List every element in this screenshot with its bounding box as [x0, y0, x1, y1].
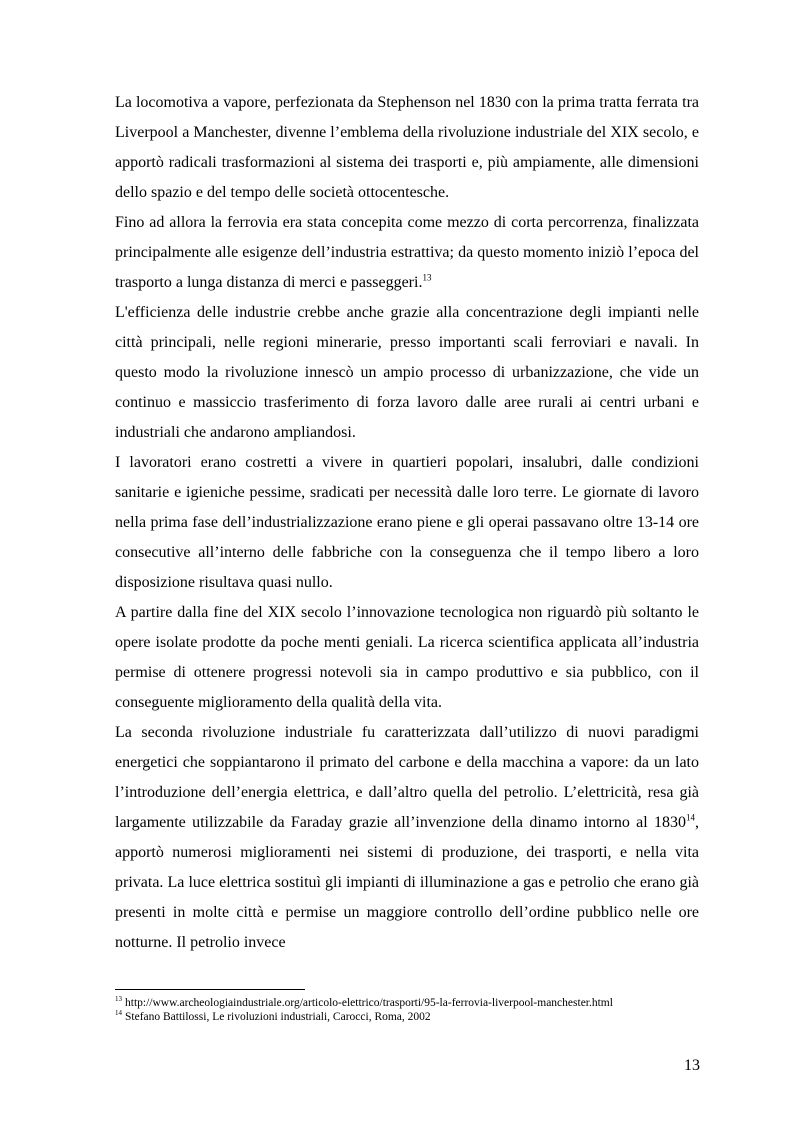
footnote-13: [115, 996, 715, 1010]
paragraph-efficienza: L'efficienza delle industrie crebbe anche grazie alla concentrazione degli impianti nelle città principali, nelle regioni minerarie, presso importanti scali ferroviari e navali. In questo modo la rivoluzione innescò un ampio processo di urbanizzazione, che vide un continuo e massiccio trasferimento di forza lavoro dalle aree rurali ai centri urbani e industriali che andarono ampliandosi.: [115, 304, 699, 441]
footnote-ref-14: 14: [686, 812, 695, 823]
paragraph-locomotiva: La locomotiva a vapore, perfezionata da Stephenson nel 1830 con la prima tratta ferrata tra Liverpool a Manchester, divenne l’emblema della rivoluzione industriale del XIX secolo, e apportò radicali trasformazioni al sistema dei trasporti e, più ampiamente, alle dimensioni dello spazio e del tempo delle società ottocentesche.: [115, 94, 699, 201]
paragraph-text-after: , apportò numerosi miglioramenti nei sistemi di produzione, dei trasporti, e nella vita privata. La luce elettrica sostituì gli impianti di illuminazione a gas e petrolio che erano già presenti in molte città e permise un maggiore controllo dell’ordine pubblico nelle ore notturne. Il petrolio invece: [115, 814, 699, 951]
paragraph-innovazione: A partire dalla fine del XIX secolo l’innovazione tecnologica non riguardò più soltanto le opere isolate prodotte da poche menti geniali. La ricerca scientifica applicata all’industria permise di ottenere progressi notevoli sia in campo produttivo e sia pubblico, con il conseguente miglioramento della qualità della vita.: [115, 604, 699, 711]
footnote-ref-13: 13: [422, 272, 432, 283]
footnote-separator: [115, 989, 305, 990]
footnote-text: http://www.archeologiaindustriale.org/articolo-elettrico/trasporti/95-la-ferrovia-liverpool-manchester.html: [125, 997, 613, 1009]
footnote-number: 14: [115, 1009, 122, 1018]
footnote-text: Stefano Battilossi, Le rivoluzioni industriali, Carocci, Roma, 2002: [125, 1011, 431, 1023]
footnote-14: [115, 1010, 715, 1024]
paragraph-text-before: La seconda rivoluzione industriale fu caratterizzata dall’utilizzo di nuovi paradigmi energetici che soppiantarono il primato del carbone e della macchina a vapore: da un lato l’introduzione dell’energia elettrica, e dall’altro quella del petrolio. L’elettricità, resa già largamente utilizzabile da Faraday grazie all’invenzione della dinamo intorno al 1830: [115, 724, 699, 831]
paragraph-ferrovia: [115, 208, 699, 298]
footnotes: [115, 996, 715, 1024]
footnote-number: 13: [115, 995, 122, 1004]
page-number: 13: [684, 1057, 700, 1074]
body-text: [115, 88, 699, 958]
paragraph-seconda-rivoluzione: [115, 718, 699, 958]
paragraph-lavoratori: I lavoratori erano costretti a vivere in quartieri popolari, insalubri, dalle condizioni sanitarie e igieniche pessime, sradicati per necessità dalle loro terre. Le giornate di lavoro nella prima fase dell’industrializzazione erano piene e gli operai passavano oltre 13-14 ore consecutive all’interno delle fabbriche con la conseguenza che il tempo libero a loro disposizione risultava quasi nullo.: [115, 454, 699, 591]
paragraph-text: Fino ad allora la ferrovia era stata concepita come mezzo di corta percorrenza, finalizzata principalmente alle esigenze dell’industria estrattiva; da questo momento iniziò l’epoca del trasporto a lunga distanza di merci e passeggeri.: [115, 214, 699, 291]
